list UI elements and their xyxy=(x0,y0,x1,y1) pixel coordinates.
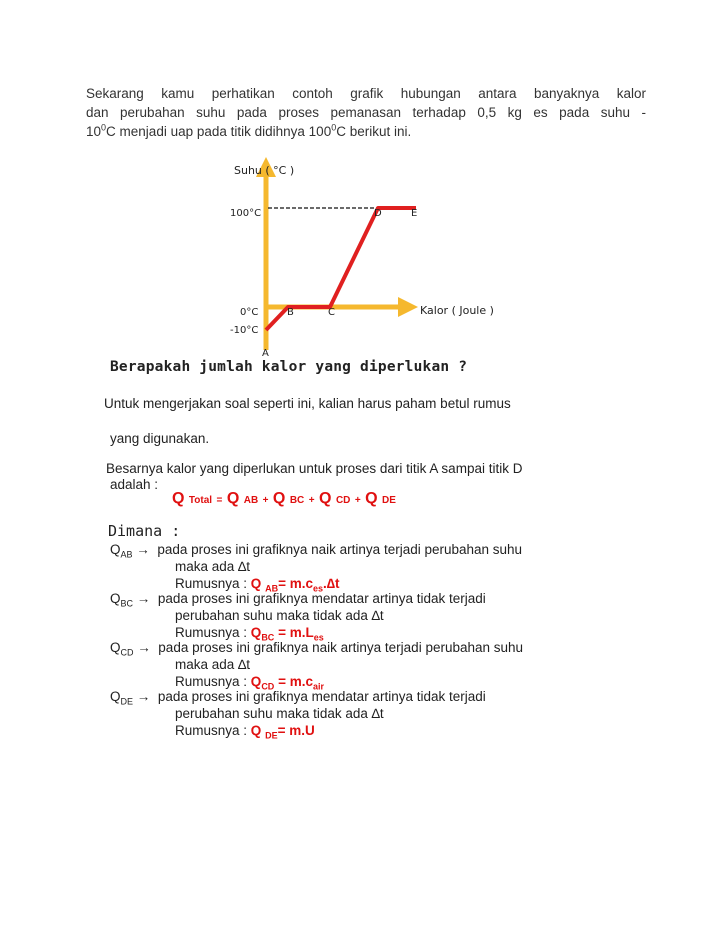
item-qcd: $Q_{CD}$ → pada proses ini grafiknya naik artinya terjadi perubahan suhu maka ada ∆t Rumusnya : $Q_{CD} = m.c_{air}$ xyxy=(110,640,524,692)
intro-line-3: $10^0C$ menjadi uap pada titik didihnya $100^0C$ berikut ini. xyxy=(86,122,412,139)
intro-line-1: Sekarang kamu perhatikan contoh grafik hubungan antara banyaknya kalor xyxy=(86,86,646,101)
point-label-b: B xyxy=(287,307,294,318)
point-label-e: E xyxy=(411,208,418,219)
temperature-heat-chart xyxy=(200,155,520,360)
tick-0: 0°C xyxy=(240,307,259,318)
point-label-c: C xyxy=(328,307,335,318)
dimana-label: Dimana : xyxy=(108,522,181,540)
point-label-d: D xyxy=(374,208,382,219)
paragraph-2-cont: adalah : xyxy=(110,477,159,492)
total-formula: Q Total = Q AB + Q BC + Q CD + Q DE xyxy=(172,490,396,507)
point-label-a: A xyxy=(262,348,269,359)
intro-paragraph xyxy=(86,84,646,141)
item-qde: $Q_{DE}$ → pada proses ini grafiknya mendatar artinya tidak terjadi perubahan suhu maka tidak ada ∆t Rumusnya : Q $_{DE}$= m.U xyxy=(110,689,486,741)
tick-100: 100°C xyxy=(230,208,262,219)
x-axis-label: Kalor ( Joule ) xyxy=(420,304,494,317)
question-heading: Berapakah jumlah kalor yang diperlukan ? xyxy=(110,359,468,375)
intro-line-2: dan perubahan suhu pada proses pemanasan terhadap 0,5 kg es pada suhu - xyxy=(86,105,646,120)
item-qab: $Q_{AB}$ → pada proses ini grafiknya naik artinya terjadi perubahan suhu maka ada ∆t Rumusnya : Q $_{AB}= m.c_{es}.\Delta t$ xyxy=(110,542,523,594)
tick-neg10: -10°C xyxy=(230,325,259,336)
y-axis-label: Suhu ( °C ) xyxy=(234,164,295,177)
item-qbc: $Q_{BC}$ → pada proses ini grafiknya mendatar artinya tidak terjadi perubahan suhu maka tidak ada ∆t Rumusnya : $Q_{BC} = m.L_{es}$ xyxy=(110,591,486,643)
paragraph-2: Besarnya kalor yang diperlukan untuk proses dari titik A sampai titik D xyxy=(106,461,523,476)
x-axis-arrow xyxy=(398,297,418,317)
paragraph-1-cont: yang digunakan. xyxy=(110,431,210,446)
paragraph-1: Untuk mengerjakan soal seperti ini, kalian harus paham betul rumus xyxy=(104,396,511,411)
